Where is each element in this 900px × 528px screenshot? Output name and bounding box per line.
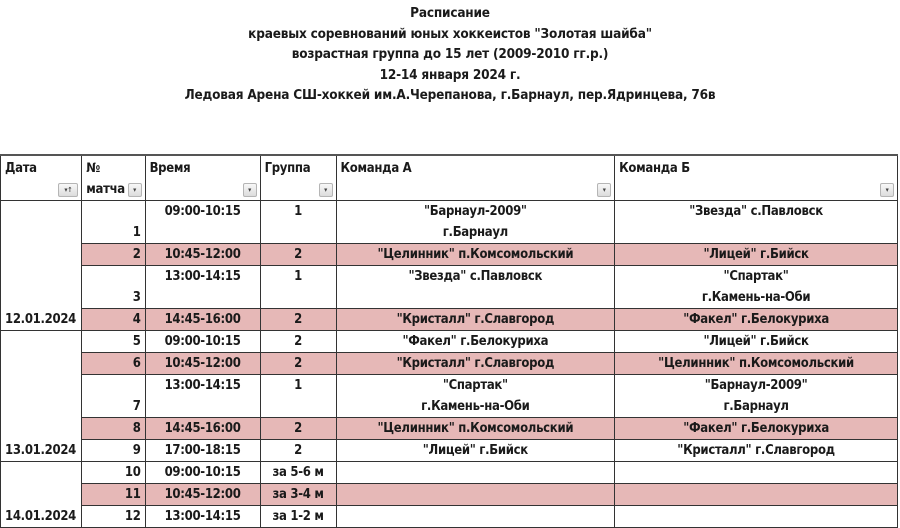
header-team-b-label: Команда Б xyxy=(619,161,690,176)
group-cell: 2 xyxy=(260,418,336,440)
title-line-2: краевых соревнований юных хоккеистов "Золотая шайба" xyxy=(248,25,652,42)
group-cell: за 1-2 м xyxy=(260,506,336,528)
table-row xyxy=(1,375,898,418)
match-no-cell: 9 xyxy=(82,440,145,462)
time-cell: 13:00-14:15 xyxy=(145,375,260,418)
header-team-a xyxy=(336,155,615,201)
header-team-b xyxy=(615,155,898,201)
group-cell: 2 xyxy=(260,440,336,462)
table-row xyxy=(1,331,898,353)
match-no-cell: 1 xyxy=(82,201,145,244)
time-cell: 09:00-10:15 xyxy=(145,201,260,244)
team-b-name: "Барнаул-2009" xyxy=(704,378,808,393)
table-row xyxy=(1,418,898,440)
filter-dropdown-icon[interactable]: ▾ xyxy=(319,183,333,197)
team-a-cell xyxy=(336,462,615,484)
title-line-4: 12-14 января 2024 г. xyxy=(379,66,521,83)
header-row xyxy=(1,155,898,201)
header-time-label: Время xyxy=(149,161,191,176)
time-cell: 14:45-16:00 xyxy=(145,418,260,440)
header-no-line2: матча xyxy=(86,182,125,197)
team-a-city: г.Камень-на-Оби xyxy=(421,399,530,414)
team-a-name: "Спартак" xyxy=(442,378,508,393)
date-cell: 12.01.2024 xyxy=(1,201,82,331)
header-date-label: Дата xyxy=(5,161,37,176)
team-a-cell xyxy=(336,201,615,244)
time-cell: 09:00-10:15 xyxy=(145,331,260,353)
match-no-cell: 4 xyxy=(82,309,145,331)
team-b-cell xyxy=(615,375,898,418)
team-b-cell xyxy=(615,506,898,528)
title-line-5: Ледовая Арена СШ-хоккей им.А.Черепанова, г.Барнаул, пер.Ядринцева, 76в xyxy=(184,87,716,103)
team-a-cell: "Целинник" п.Комсомольский xyxy=(336,244,615,266)
table-row xyxy=(1,506,898,528)
sort-filter-icon[interactable]: ▾↑ xyxy=(58,183,78,197)
group-cell: 2 xyxy=(260,353,336,375)
table-row xyxy=(1,309,898,331)
time-cell: 10:45-12:00 xyxy=(145,244,260,266)
team-b-name: "Спартак" xyxy=(723,269,789,284)
title-line-1: Расписание xyxy=(410,5,490,21)
time-cell: 09:00-10:15 xyxy=(145,462,260,484)
time-cell: 17:00-18:15 xyxy=(145,440,260,462)
match-no-cell: 5 xyxy=(82,331,145,353)
filter-dropdown-icon[interactable]: ▾ xyxy=(880,183,894,197)
team-b-cell xyxy=(615,201,898,244)
match-no-cell: 12 xyxy=(82,506,145,528)
match-no-cell: 3 xyxy=(82,266,145,309)
document-title xyxy=(0,3,900,106)
team-b-cell xyxy=(615,462,898,484)
header-group-label: Группа xyxy=(264,161,311,176)
time-cell: 13:00-14:15 xyxy=(145,266,260,309)
table-row xyxy=(1,201,898,244)
team-a-cell xyxy=(336,375,615,418)
table-row xyxy=(1,440,898,462)
time-cell: 14:45-16:00 xyxy=(145,309,260,331)
group-cell: за 3-4 м xyxy=(260,484,336,506)
group-cell: 1 xyxy=(260,375,336,418)
title-line-3: возрастная группа до 15 лет (2009-2010 гг.р.) xyxy=(291,46,609,62)
header-team-a-label: Команда А xyxy=(340,161,412,176)
header-date xyxy=(1,155,82,201)
team-b-cell: "Факел" г.Белокуриха xyxy=(615,418,898,440)
group-cell: 1 xyxy=(260,201,336,244)
filter-dropdown-icon[interactable]: ▾ xyxy=(243,183,257,197)
date-cell: 13.01.2024 xyxy=(1,331,82,462)
header-match-no xyxy=(82,155,145,201)
team-a-cell: "Кристалл" г.Славгород xyxy=(336,309,615,331)
table-row xyxy=(1,266,898,309)
team-b-cell: "Целинник" п.Комсомольский xyxy=(615,353,898,375)
table-row xyxy=(1,484,898,506)
team-a-cell xyxy=(336,506,615,528)
group-cell: 2 xyxy=(260,244,336,266)
team-a-cell: "Лицей" г.Бийск xyxy=(336,440,615,462)
time-cell: 10:45-12:00 xyxy=(145,484,260,506)
filter-dropdown-icon[interactable]: ▾ xyxy=(128,183,142,197)
team-b-cell: "Лицей" г.Бийск xyxy=(615,331,898,353)
team-a-name: "Барнаул-2009" xyxy=(423,204,527,219)
match-no-cell: 8 xyxy=(82,418,145,440)
match-no-cell: 10 xyxy=(82,462,145,484)
team-a-city: г.Барнаул xyxy=(442,225,508,240)
team-a-name: "Звезда" с.Павловск xyxy=(408,269,543,284)
team-a-cell: "Кристалл" г.Славгород xyxy=(336,353,615,375)
team-b-name: "Звезда" с.Павловск xyxy=(689,204,823,219)
date-cell: 14.01.2024 xyxy=(1,462,82,528)
team-b-city: г.Барнаул xyxy=(723,399,789,414)
team-b-city: г.Камень-на-Оби xyxy=(701,290,811,305)
group-cell: за 5-6 м xyxy=(260,462,336,484)
group-cell: 1 xyxy=(260,266,336,309)
header-time xyxy=(145,155,260,201)
match-no-cell: 11 xyxy=(82,484,145,506)
header-no-line1: № xyxy=(86,161,101,176)
table-row xyxy=(1,462,898,484)
group-cell: 2 xyxy=(260,331,336,353)
team-a-cell xyxy=(336,484,615,506)
group-cell: 2 xyxy=(260,309,336,331)
header-group xyxy=(260,155,336,201)
time-cell: 10:45-12:00 xyxy=(145,353,260,375)
match-no-cell: 2 xyxy=(82,244,145,266)
team-b-cell: "Лицей" г.Бийск xyxy=(615,244,898,266)
team-b-cell: "Кристалл" г.Славгород xyxy=(615,440,898,462)
time-cell: 13:00-14:15 xyxy=(145,506,260,528)
match-no-cell: 6 xyxy=(82,353,145,375)
filter-dropdown-icon[interactable]: ▾ xyxy=(597,183,611,197)
schedule-table xyxy=(0,154,898,528)
team-a-cell xyxy=(336,266,615,309)
team-b-cell xyxy=(615,266,898,309)
team-a-cell: "Целинник" п.Комсомольский xyxy=(336,418,615,440)
match-no-cell: 7 xyxy=(82,375,145,418)
table-row xyxy=(1,244,898,266)
team-a-cell: "Факел" г.Белокуриха xyxy=(336,331,615,353)
table-row xyxy=(1,353,898,375)
team-b-cell xyxy=(615,484,898,506)
team-b-cell: "Факел" г.Белокуриха xyxy=(615,309,898,331)
